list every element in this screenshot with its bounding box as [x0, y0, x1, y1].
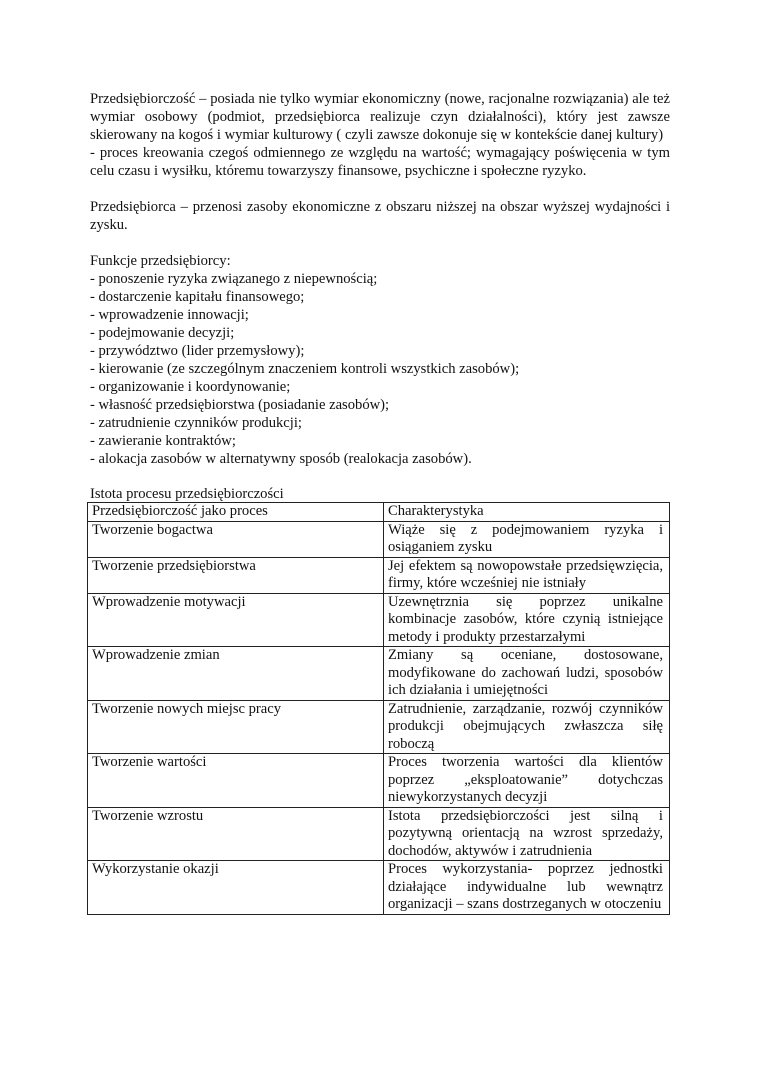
paragraph-gap — [90, 180, 670, 198]
list-item: - alokacja zasobów w alternatywny sposób (realokacja zasobów). — [90, 451, 472, 467]
table-header-process: Przedsiębiorczość jako proces — [88, 503, 384, 522]
functions-list — [90, 270, 670, 468]
table-row — [88, 807, 670, 861]
table-cell-process: Tworzenie przedsiębiorstwa — [88, 557, 384, 593]
table-row — [88, 754, 670, 808]
table-cell-process: Wprowadzenie motywacji — [88, 593, 384, 647]
table-caption: Istota procesu przedsiębiorczości — [90, 486, 284, 502]
table-cell-process: Tworzenie wzrostu — [88, 807, 384, 861]
table-row — [88, 521, 670, 557]
table-cell-process: Tworzenie nowych miejsc pracy — [88, 700, 384, 754]
table-cell-description: Jej efektem są nowopowstałe przedsięwzięcia, firmy, które wcześniej nie istniały — [384, 557, 670, 593]
list-item: - przywództwo (lider przemysłowy); — [90, 343, 305, 359]
table-cell-process: Wykorzystanie okazji — [88, 861, 384, 915]
table-row — [88, 700, 670, 754]
paragraph-gap — [90, 234, 670, 252]
table-cell-description: Uzewnętrznia się poprzez unikalne kombinacje zasobów, które czynią istniejące metody i produkty przestarzałymi — [384, 593, 670, 647]
table-row — [88, 557, 670, 593]
table-row — [88, 861, 670, 915]
list-item: - dostarczenie kapitału finansowego; — [90, 289, 305, 305]
table-cell-description: Proces tworzenia wartości dla klientów poprzez „eksploatowanie” dotychczas niewykorzystanych decyzji — [384, 754, 670, 808]
table-cell-description: Wiąże się z podejmowaniem ryzyka i osiąganiem zysku — [384, 521, 670, 557]
document-content — [90, 90, 670, 915]
table-cell-description: Zatrudnienie, zarządzanie, rozwój czynników produkcji obejmujących zwłaszcza siłę roboczą — [384, 700, 670, 754]
list-item: - wprowadzenie innowacji; — [90, 307, 249, 323]
list-item: - własność przedsiębiorstwa (posiadanie zasobów); — [90, 397, 390, 413]
entrepreneurship-process: - proces kreowania czegoś odmiennego ze względu na wartość; wymagający poświęcenia w tym celu czasu i wysiłku, któremu towarzyszy finansowe, psychiczne i społeczne ryzyko. — [90, 145, 670, 179]
table-cell-description: Istota przedsiębiorczości jest silną i pozytywną orientacją na wzrost sprzedaży, dochodów, aktywów i zatrudnienia — [384, 807, 670, 861]
list-item: - organizowanie i koordynowanie; — [90, 379, 291, 395]
table-cell-process: Wprowadzenie zmian — [88, 647, 384, 701]
table-header-characteristics: Charakterystyka — [384, 503, 670, 522]
entrepreneur-definition: Przedsiębiorca – przenosi zasoby ekonomiczne z obszaru niższej na obszar wyższej wydajności i zysku. — [90, 199, 670, 233]
table-row — [88, 593, 670, 647]
list-item: - ponoszenie ryzyka związanego z niepewnością; — [90, 271, 378, 287]
entrepreneurship-table — [87, 502, 670, 915]
table-header-row — [88, 503, 670, 522]
list-item: - zawieranie kontraktów; — [90, 433, 236, 449]
table-cell-description: Zmiany są oceniane, dostosowane, modyfikowane do zachowań ludzi, sposobów ich działania i umiejętności — [384, 647, 670, 701]
table-cell-process: Tworzenie bogactwa — [88, 521, 384, 557]
table-row — [88, 647, 670, 701]
table-cell-description: Proces wykorzystania- poprzez jednostki działające indywidualne lub wewnątrz organizacji – szans dostrzeganych w otoczeniu — [384, 861, 670, 915]
functions-heading: Funkcje przedsiębiorcy: — [90, 253, 231, 269]
entrepreneurship-definition: Przedsiębiorczość – posiada nie tylko wymiar ekonomiczny (nowe, racjonalne rozwiązania) ale też wymiar osobowy (podmiot, przedsiębiorca realizuje czyn działalności), który jest zawsze skierowany na kogoś i wymiar kulturowy ( czyli zawsze dokonuje się w kontekście danej kultury) — [90, 91, 670, 143]
list-item: - podejmowanie decyzji; — [90, 325, 235, 341]
list-item: - kierowanie (ze szczególnym znaczeniem kontroli wszystkich zasobów); — [90, 361, 520, 377]
table-cell-process: Tworzenie wartości — [88, 754, 384, 808]
list-item: - zatrudnienie czynników produkcji; — [90, 415, 302, 431]
